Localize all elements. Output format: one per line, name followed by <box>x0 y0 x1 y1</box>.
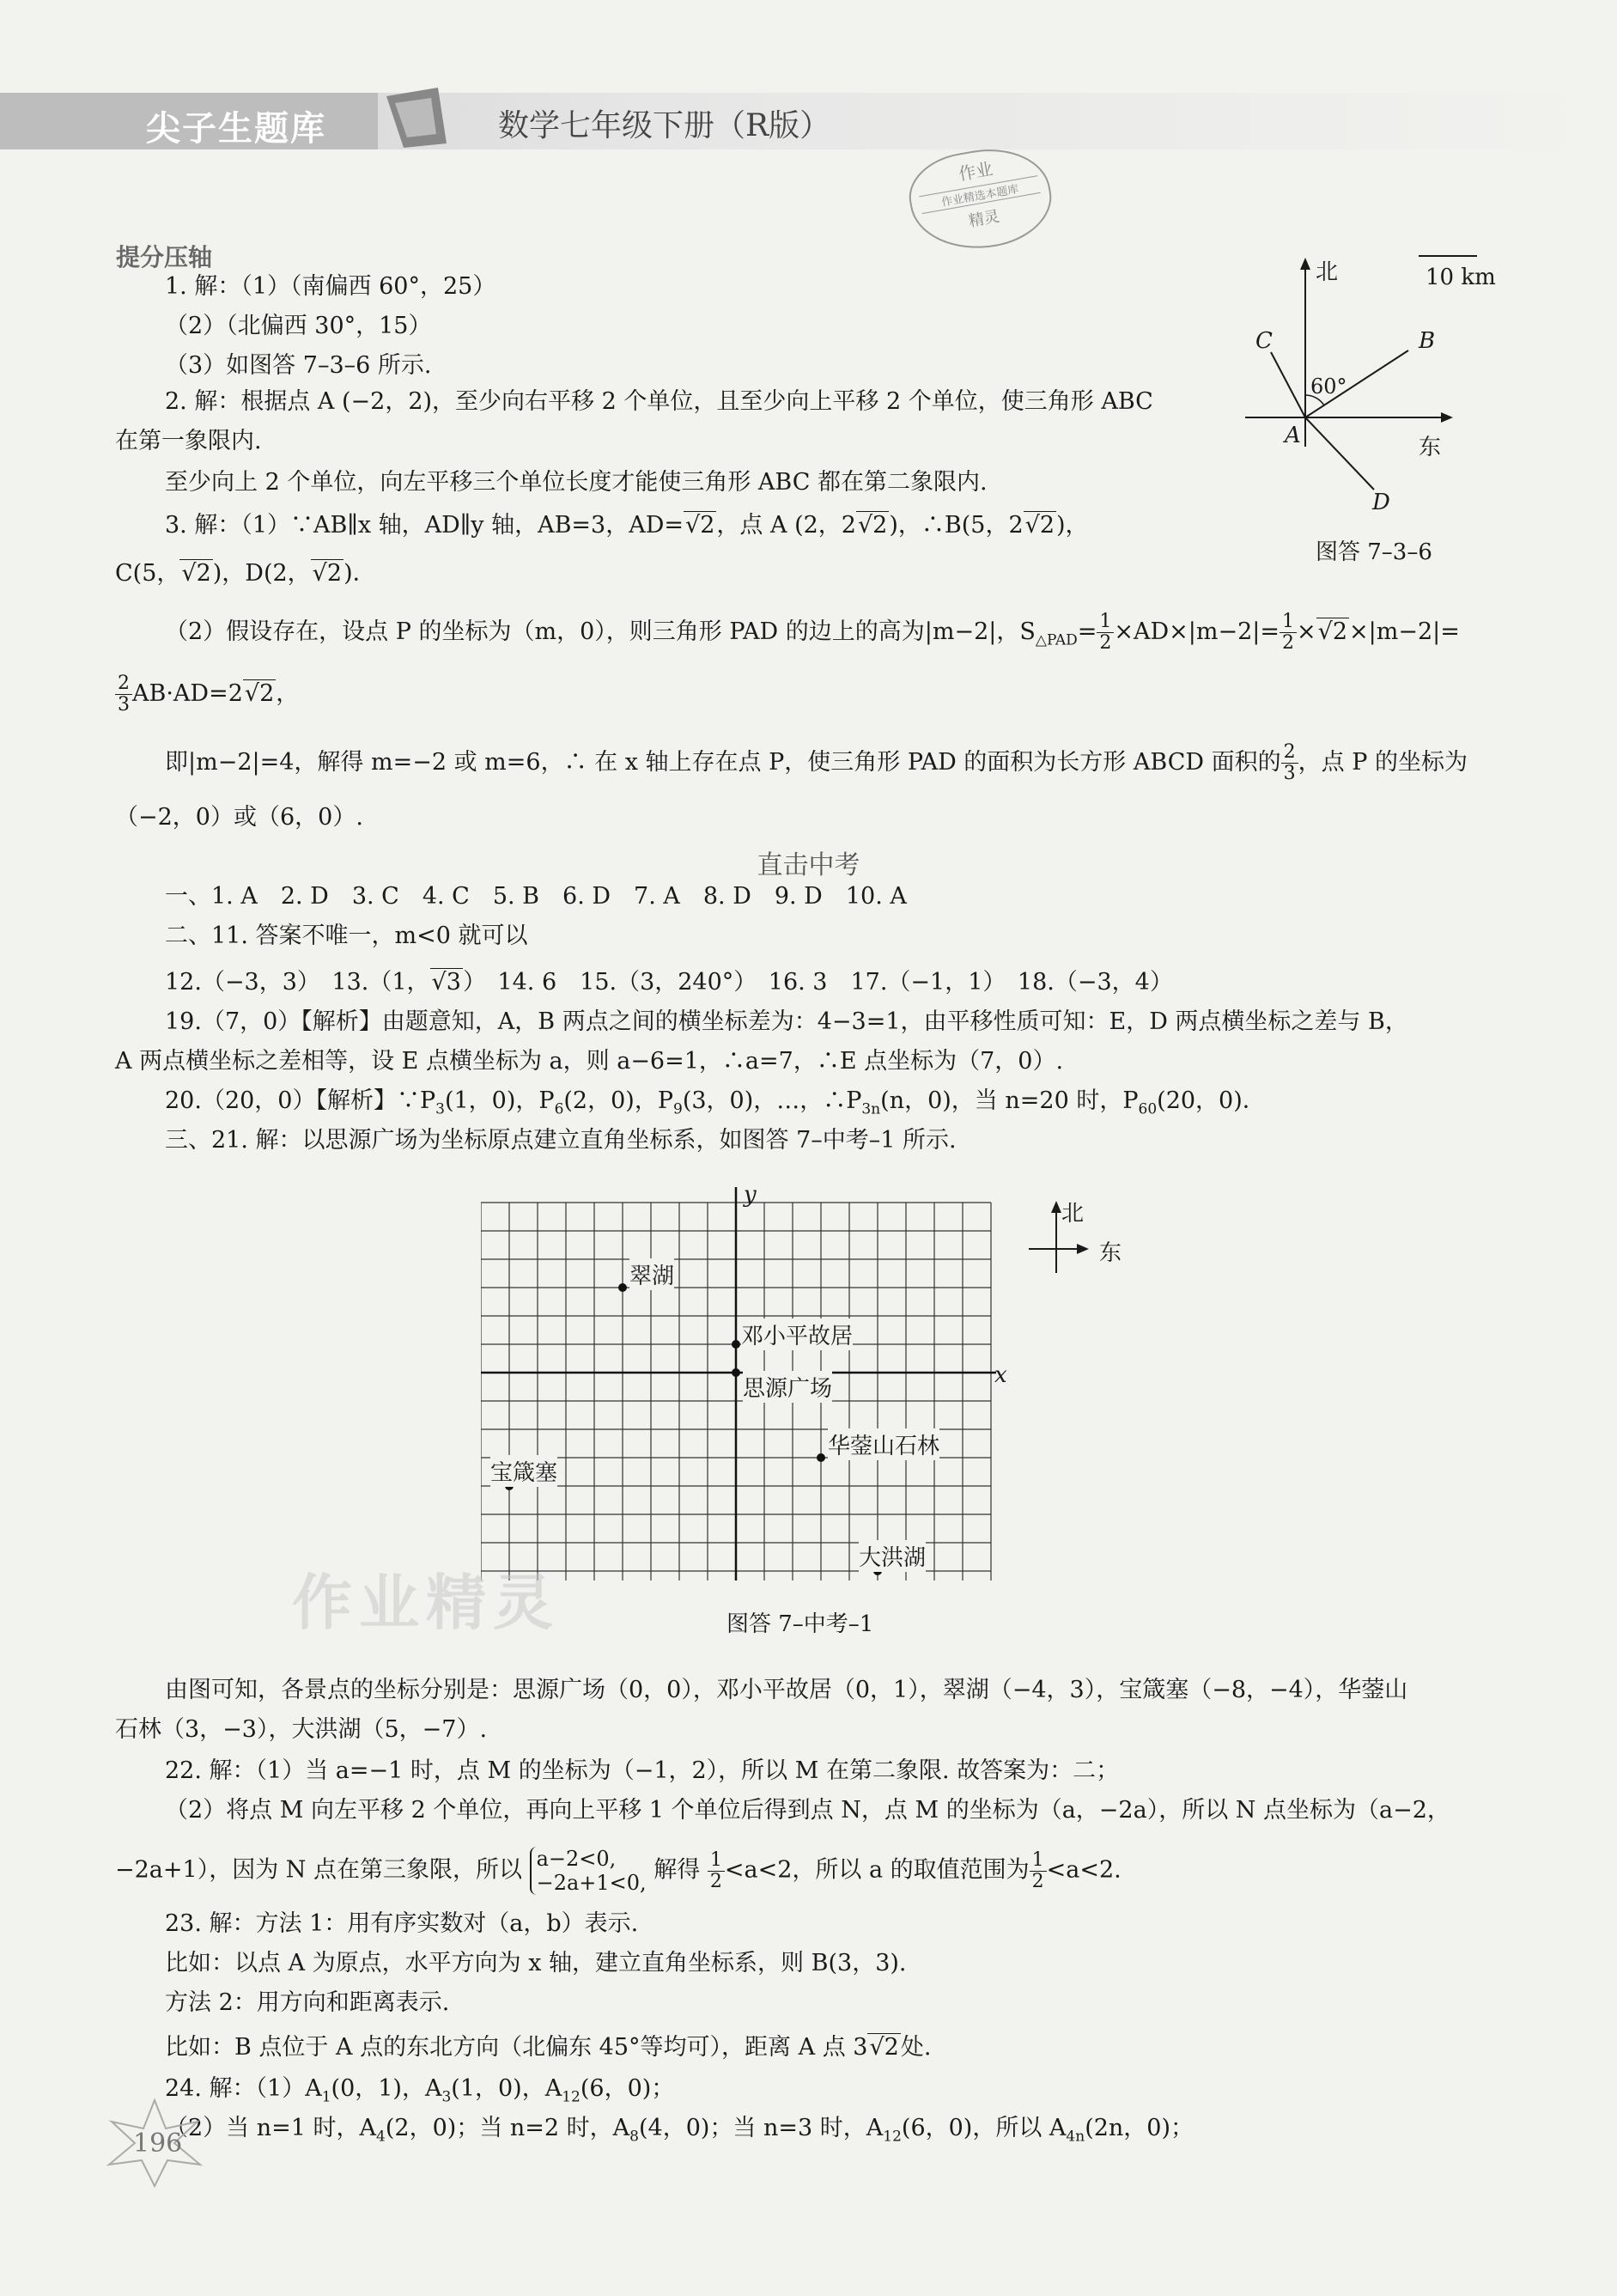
q3-line1 <box>165 510 1089 541</box>
q2-line1: 2. 解：根据点 A (−2，2)，至少向右平移 2 个单位，且至少向上平移 2 个单位，使三角形 ABC <box>165 388 1153 415</box>
frac-num: 2 <box>115 673 132 695</box>
sub: 12 <box>883 2128 902 2146</box>
sub: 4 <box>376 2128 386 2146</box>
point-label-baozhensai: 宝箴塞 <box>490 1455 557 1487</box>
frac-num: 2 <box>1281 742 1298 764</box>
s2-3b: ） 14. 6 15.（3，240°） 16. 3 17.（−1，1） 18.（−3，4） <box>462 969 1173 996</box>
s2-line7: 三、21. 解：以思源广场为坐标原点建立直角坐标系，如图答 7–中考–1 所示. <box>165 1127 957 1154</box>
grid-north: 北 <box>1061 1201 1085 1227</box>
sub: 8 <box>629 2128 639 2146</box>
s3-11b: (2，0)；当 n=2 时，A <box>385 2115 630 2141</box>
s3-5c: 解得 <box>653 1856 701 1884</box>
frac-num: 1 <box>1030 1850 1047 1872</box>
s3-line11 <box>165 2113 1194 2152</box>
ineq-2: −2a+1<0, <box>536 1871 647 1895</box>
s2-6b: (1，0)，P <box>444 1087 555 1114</box>
s3-line6: 23. 解：方法 1：用有序实数对（a，b）表示. <box>165 1910 639 1937</box>
q2-line2: 在第一象限内. <box>115 428 262 454</box>
sub: 1 <box>321 2088 331 2106</box>
point-label-cuihu: 翠湖 <box>629 1258 674 1290</box>
s3-5a: −2a+1），因为 N 点在第三象限，所以 <box>115 1856 522 1884</box>
s3-line7: 比如：以点 A 为原点，水平方向为 x 轴，建立直角坐标系，则 B(3，3). <box>165 1950 907 1976</box>
stamp-mid: 作业精选本题库 <box>919 175 1041 214</box>
q3-line5 <box>165 742 1468 784</box>
q1-line2: （2）（北偏西 30°，15） <box>165 313 432 339</box>
sqrt2: √2 <box>244 680 275 707</box>
fig736-angle: 60° <box>1310 375 1347 399</box>
fraction-two-thirds <box>115 673 132 716</box>
s3-line1: 由图可知，各景点的坐标分别是：思源广场（0，0），邓小平故居（0，1），翠湖（−4，3），宝箴塞（−8，−4），华蓥山 <box>165 1677 1408 1703</box>
point-label-huayingshan: 华蓥山石林 <box>828 1428 939 1460</box>
page-number: 196 <box>133 2129 183 2159</box>
s3-11a: （2）当 n=1 时，A <box>165 2115 377 2141</box>
fig736-label-c: C <box>1255 328 1273 354</box>
s2-line5: A 两点横坐标之差相等，设 E 点横坐标为 a，则 a−6=1，∴a=7，∴E 点坐标为（7，0）. <box>115 1048 1064 1075</box>
q1-line1: 1. 解：（1）（南偏西 60°，25） <box>165 273 496 300</box>
s2-6a: 20.（20，0）【解析】∵P <box>165 1087 436 1114</box>
grid-point <box>817 1453 825 1462</box>
point-label-dengxiaoping: 邓小平故居 <box>741 1319 853 1350</box>
sqrt2: √2 <box>685 512 715 539</box>
sqrt2: √2 <box>312 560 343 587</box>
q3-2a: C(5， <box>115 560 180 587</box>
s3-10b: (0，1)，A <box>331 2075 442 2102</box>
fraction-half <box>1097 612 1114 654</box>
s3-line8: 方法 2：用方向和距离表示. <box>165 1989 450 2016</box>
s3-9b: 处. <box>900 2034 932 2061</box>
book-title: 数学七年级下册（R版） <box>498 108 831 143</box>
s3-11c: (4，0)；当 n=3 时，A <box>638 2115 884 2141</box>
s3-line3: 22. 解：（1）当 a=−1 时，点 M 的坐标为（−1，2），所以 M 在第二象限. 故答案为：二； <box>165 1757 1120 1784</box>
sqrt2: √2 <box>857 512 888 539</box>
s3-line10 <box>165 2074 674 2112</box>
sub: 3n <box>861 1100 881 1118</box>
s3-5e: <a<2. <box>1046 1856 1122 1884</box>
q3-2c: )． <box>343 560 376 587</box>
s3-10c: (1，0)，A <box>451 2075 562 2102</box>
grid-x-label: x <box>994 1362 1007 1388</box>
fraction-two-thirds <box>1281 742 1298 784</box>
q2-line3: 至少向上 2 个单位，向左平移三个单位长度才能使三角形 ABC 都在第二象限内. <box>165 469 988 496</box>
frac-den: 3 <box>1283 763 1296 784</box>
fraction-half <box>1280 612 1297 654</box>
frac-num: 1 <box>708 1850 725 1872</box>
q3-1d: )， <box>1056 512 1089 539</box>
stamp <box>903 139 1058 260</box>
sub: 6 <box>554 1100 564 1118</box>
q3-3c: ×AD×|m−2|= <box>1114 618 1280 645</box>
sub: 9 <box>672 1100 683 1118</box>
s2-3a: 12.（−3，3） 13.（1， <box>165 969 430 996</box>
fig736-caption: 图答 7–3–6 <box>1316 539 1432 565</box>
s2-6e: (n，0)，当 n=20 时，P <box>880 1087 1139 1114</box>
s2-6f: (20，0)． <box>1157 1087 1266 1114</box>
sqrt2: √2 <box>1024 512 1055 539</box>
s2-line6 <box>165 1086 1266 1124</box>
q3-3sub: △PAD <box>1035 631 1078 649</box>
q3-line3 <box>165 612 1460 655</box>
grid-point <box>732 1340 740 1349</box>
sub: 3 <box>441 2088 452 2106</box>
s3-5d: <a<2，所以 a 的取值范围为 <box>724 1856 1030 1884</box>
frac-den: 2 <box>709 1870 722 1892</box>
inequality-system <box>530 1847 647 1895</box>
grid-y-label: y <box>744 1182 757 1208</box>
brand-title: 尖子生题库 <box>146 109 326 149</box>
s2-line4: 19.（7，0）【解析】由题意知，A，B 两点之间的横坐标差为：4−3=1，由平移性质可知：E，D 两点横坐标之差与 B， <box>165 1008 1408 1035</box>
q3-line2 <box>115 558 376 589</box>
q3-1a: 3. 解：（1）∵AB∥x 轴，AD∥y 轴，AB=3，AD= <box>165 512 684 539</box>
sub: 3 <box>435 1100 445 1118</box>
frac-den: 2 <box>1099 632 1112 654</box>
fraction-half <box>708 1850 725 1892</box>
s2-line3 <box>165 967 1173 998</box>
s3-line2: 石林（3，−3），大洪湖（5，−7）. <box>115 1716 488 1743</box>
grid-east: 东 <box>1099 1240 1122 1266</box>
frac-den: 3 <box>118 694 130 716</box>
frac-num: 1 <box>1097 612 1114 633</box>
q3-1b: ，点 A (2，2 <box>716 512 856 539</box>
sub: 4n <box>1066 2128 1085 2146</box>
q3-4a: AB·AD=2 <box>132 680 243 707</box>
fig736-east: 东 <box>1419 435 1442 460</box>
s2-6d: (3，0)，…，∴P <box>682 1087 862 1114</box>
s3-line9 <box>165 2032 931 2063</box>
grid-caption: 图答 7–中考–1 <box>726 1611 874 1637</box>
sqrt2: √2 <box>869 2034 899 2061</box>
q3-2b: )，D(2， <box>212 560 311 587</box>
s3-10a: 24. 解：（1）A <box>165 2075 322 2102</box>
s3-line5 <box>115 1847 1122 1895</box>
fig736-scale: 10 km <box>1426 265 1496 290</box>
coordinate-grid <box>481 1185 996 1580</box>
sub: 12 <box>562 2088 581 2106</box>
sqrt3: √3 <box>431 969 461 996</box>
section-title-zhongkao: 直击中考 <box>757 850 860 880</box>
q3-line6: （−2，0）或（6，0）. <box>115 804 363 831</box>
fig736-label-a: A <box>1285 423 1301 448</box>
q3-4b: ， <box>276 680 300 707</box>
s2-6c: (2，0)，P <box>563 1087 673 1114</box>
frac-den: 2 <box>1282 632 1294 654</box>
watermark: 作业精灵 <box>292 1568 560 1638</box>
q3-3e: ×|m−2|= <box>1349 618 1460 645</box>
fraction-half <box>1030 1850 1047 1892</box>
q3-3a: （2）假设存在，设点 P 的坐标为（m，0），则三角形 PAD 的边上的高为|m−2|，S <box>165 618 1036 645</box>
s3-11d: (6，0)，所以 A <box>901 2115 1067 2141</box>
stamp-top: 作业 <box>957 158 995 185</box>
q3-3b: = <box>1077 618 1097 645</box>
s3-line4: （2）将点 M 向左平移 2 个单位，再向上平移 1 个单位后得到点 N，点 M 的坐标为（a，−2a），所以 N 点坐标为（a−2， <box>165 1797 1450 1824</box>
frac-num: 1 <box>1280 612 1297 633</box>
frac-den: 2 <box>1031 1870 1044 1892</box>
fig736-label-b: B <box>1419 328 1436 354</box>
ineq-1: a−2<0, <box>536 1847 617 1871</box>
q3-3d: × <box>1297 618 1316 645</box>
grid-point <box>732 1368 740 1377</box>
point-label-dahonghu: 大洪湖 <box>859 1540 926 1572</box>
stamp-bottom: 精灵 <box>967 207 1001 231</box>
q1-line3: （3）如图答 7–3–6 所示. <box>165 352 432 379</box>
q3-1c: )，∴B(5，2 <box>889 512 1024 539</box>
figure-7-3-6 <box>1219 249 1503 567</box>
sub: 60 <box>1138 1100 1158 1118</box>
q3-5b: ，点 P 的坐标为 <box>1298 749 1468 776</box>
sqrt2: √2 <box>181 560 211 587</box>
section-title-tifen: 提分压轴 <box>116 243 213 271</box>
s3-9a: 比如：B 点位于 A 点的东北方向（北偏东 45°等均可），距离 A 点 3 <box>165 2034 868 2061</box>
fig736-label-d: D <box>1372 490 1390 515</box>
s2-line1: 一、1. A 2. D 3. C 4. C 5. B 6. D 7. A 8. D 9. D 10. A <box>165 883 907 910</box>
s2-line2: 二、11. 答案不唯一，m<0 就可以 <box>165 923 528 949</box>
s3-11e: (2n，0)； <box>1085 2115 1195 2141</box>
sqrt2: √2 <box>1317 618 1348 645</box>
q3-5a: 即|m−2|=4，解得 m=−2 或 m=6，∴ 在 x 轴上存在点 P，使三角形 PAD 的面积为长方形 ABCD 面积的 <box>165 749 1281 776</box>
q3-line4 <box>115 673 299 716</box>
pencil-icon <box>378 79 455 156</box>
s3-10d: (6，0)； <box>580 2075 675 2102</box>
point-label-siyuan: 思源广场 <box>743 1371 832 1403</box>
fig736-north: 北 <box>1316 259 1339 285</box>
grid-point <box>618 1283 627 1292</box>
